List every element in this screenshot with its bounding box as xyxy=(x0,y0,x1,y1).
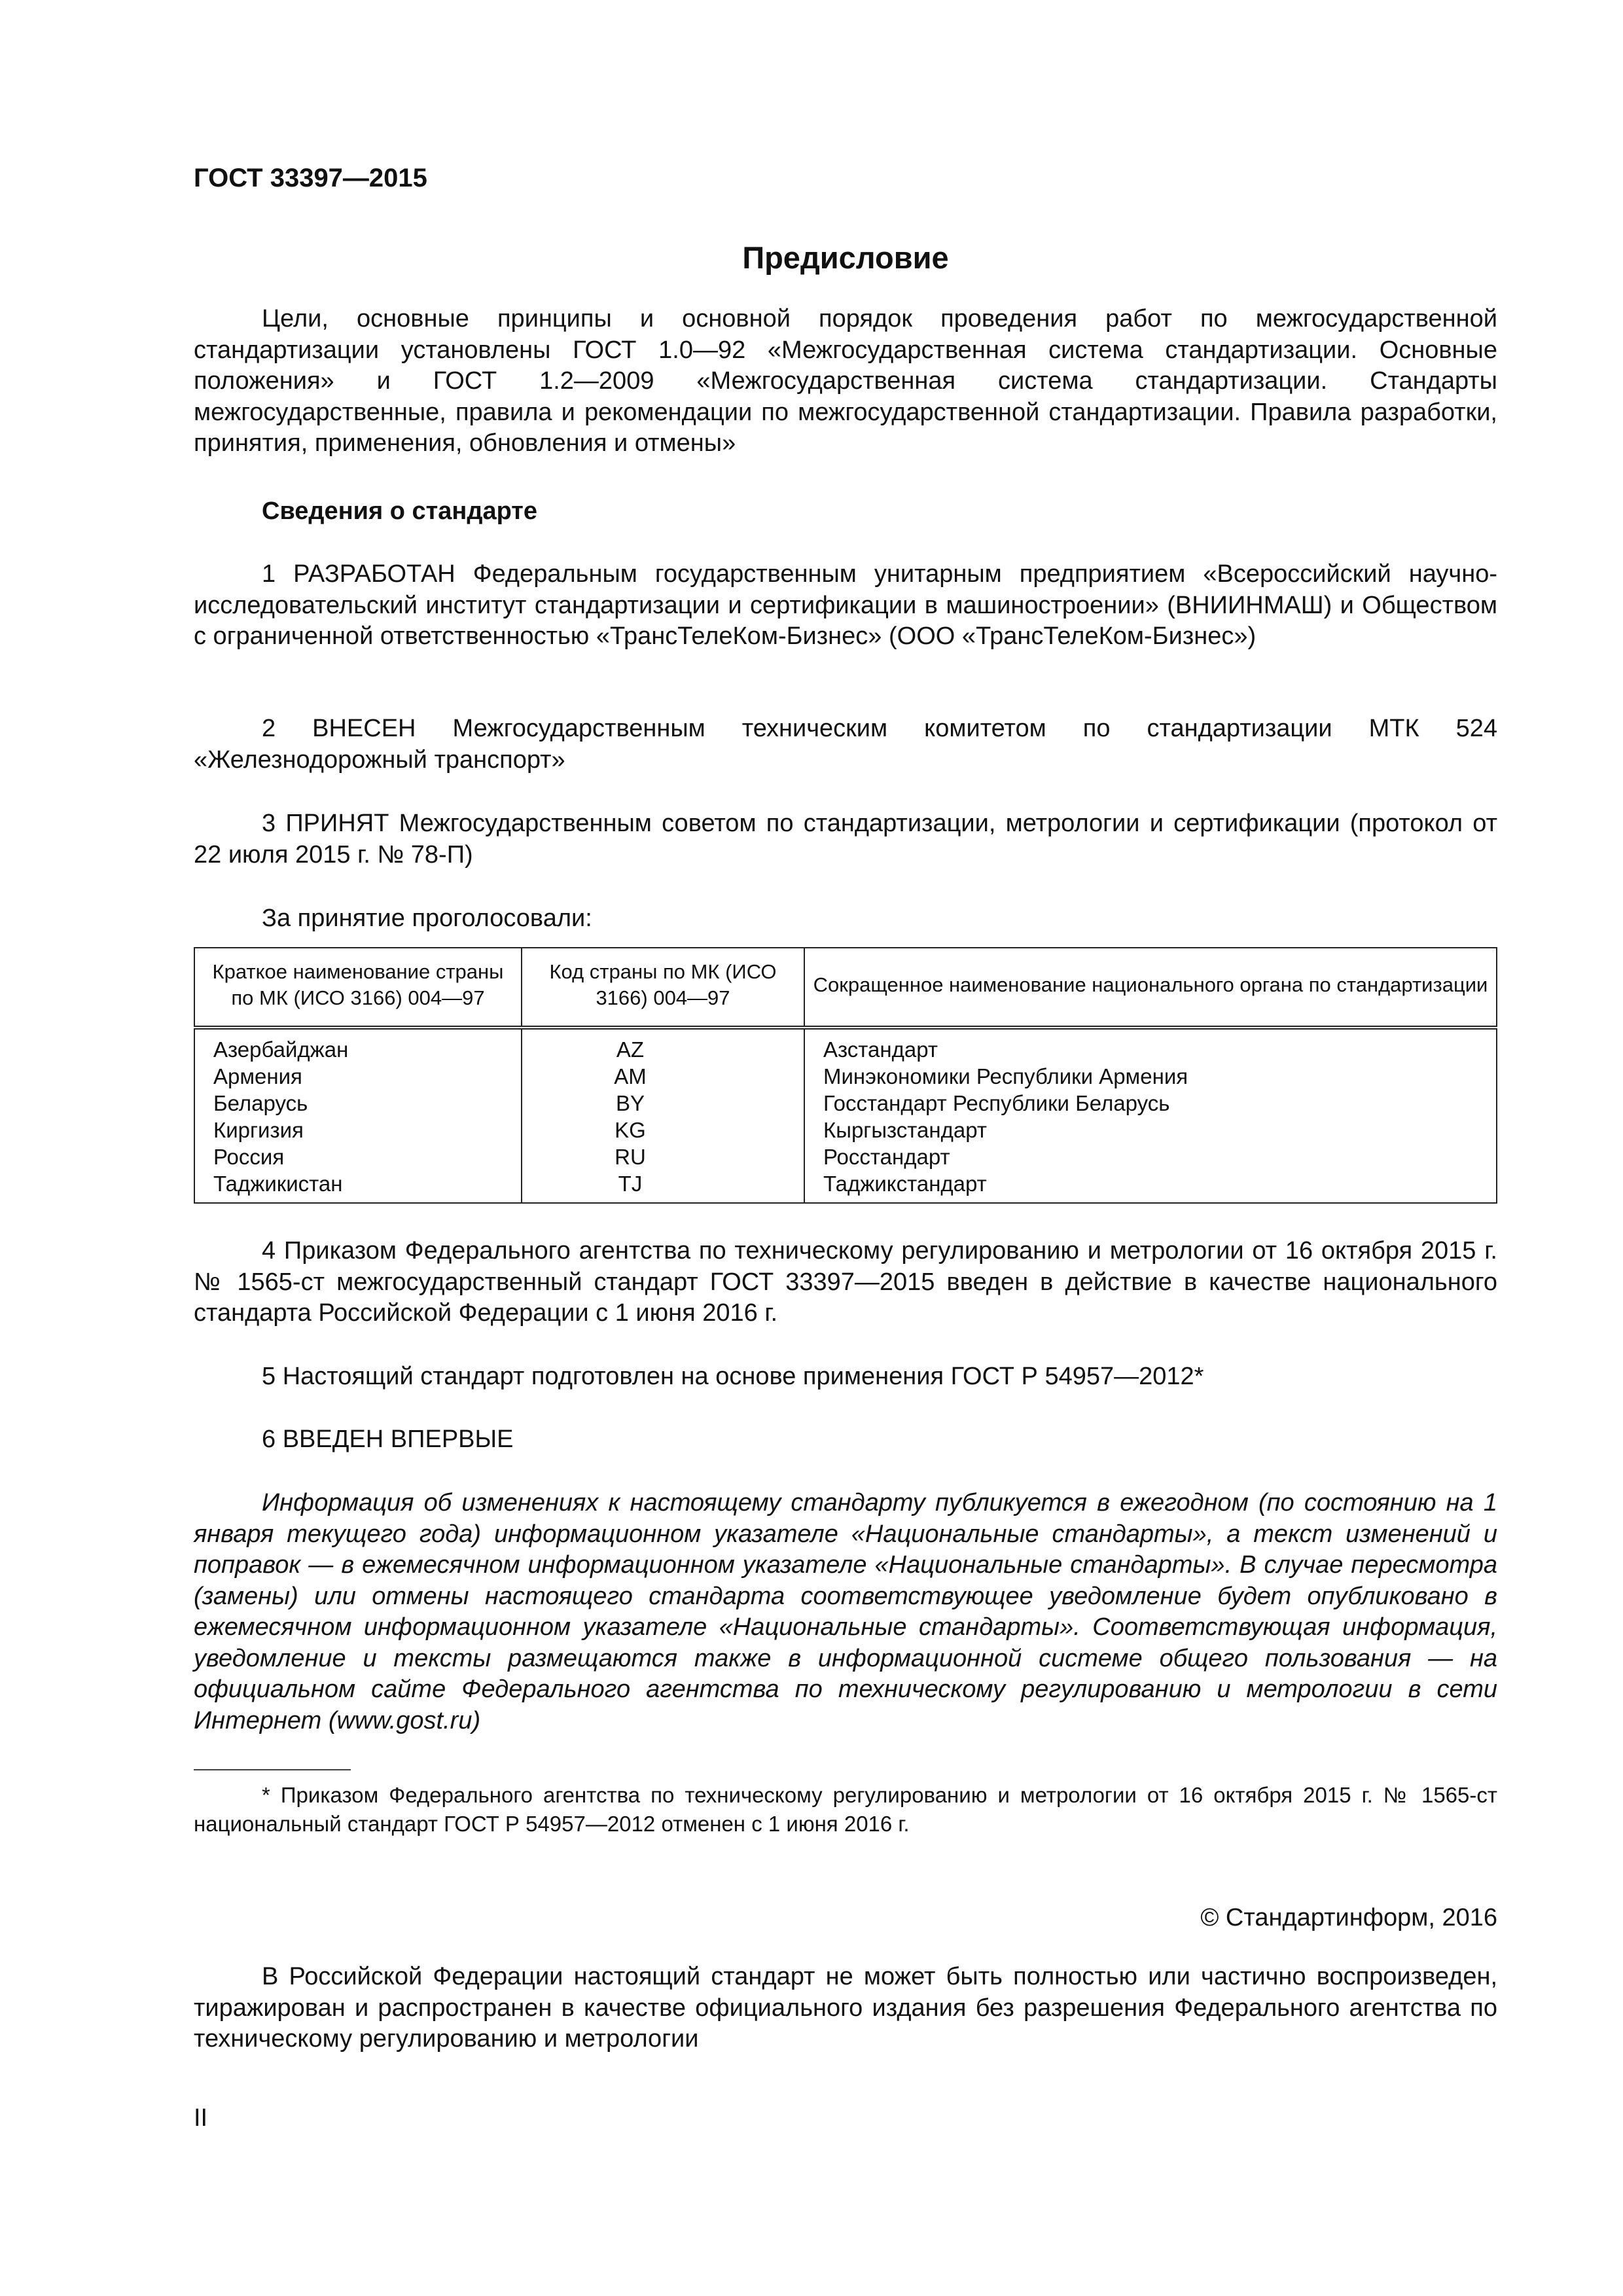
rights-notice: В Российской Федерации настоящий стандарт не может быть полностью или частично воспроизведен, тиражирован и распространен в качестве официального издания без разрешения Федерального агентства по техническому регулированию и метрологии xyxy=(194,1963,1497,2053)
page-number: II xyxy=(194,2104,208,2132)
footnote-divider xyxy=(194,1769,351,1770)
country-code: RU xyxy=(615,1145,646,1169)
table-header-row xyxy=(194,948,1497,1028)
footnote: * Приказом Федерального агентства по техническому регулированию и метрологии от 16 октября 2015 г. № 1565-ст национальный стандарт ГОСТ Р 54957—2012 отменен с 1 июня 2016 г. xyxy=(194,1783,1497,1836)
standards-body: Минэкономики Республики Армения xyxy=(823,1064,1188,1088)
intro-paragraph: Цели, основные принципы и основной порядок проведения работ по межгосударственной стандартизации установлены ГОСТ 1.0—92 «Межгосударственная система стандартизации. Основные положения» и ГОСТ 1.2—2009 «Межгосударственная система стандартизации. Стандарты межгосударственные, правила и рекомендации по межгосударственной стандартизации. Правила разработки, принятия, применения, обновления и отмены» xyxy=(194,305,1497,457)
info-notice: Информация об изменениях к настоящему стандарту публикуется в ежегодном (по состоянию на 1 января текущего года) информационном указателе «Национальные стандарты», а текст изменений и поправок — в ежемесячном информационном указателе «Национальные стандарты». В случае пересмотра (замены) или отмены настоящего стандарта соответствующее уведомление будет опубликовано в ежемесячном информационном указателе «Национальные стандарты». Соответствующая информация, уведомление и тексты размещаются также в информационной системе общего пользования — на официальном сайте Федерального агентства по техническому регулированию и метрологии в сети Интернет (www.gost.ru) xyxy=(194,1489,1497,1734)
page-title: Предисловие xyxy=(742,240,949,275)
subheading: Сведения о стандарте xyxy=(262,497,538,525)
copyright-notice: © Стандартинформ, 2016 xyxy=(1200,1904,1497,1931)
item-1-paragraph: 1 РАЗРАБОТАН Федеральным государственным унитарным предприятием «Всероссийский научно-исследовательский институт стандартизации и сертификации в машиностроении» (ВНИИНМАШ) и Обществом с ограниченной ответственностью «ТрансТелеКом-Бизнес» (ООО «ТрансТелеКом-Бизнес») xyxy=(194,560,1497,650)
body-column xyxy=(804,1028,1497,1203)
country-code: BY xyxy=(615,1091,645,1115)
standards-body: Госстандарт Республики Беларусь xyxy=(823,1091,1170,1115)
item-2-paragraph: 2 ВНЕСЕН Межгосударственным техническим комитетом по стандартизации МТК 524 «Железнодорожный транспорт» xyxy=(194,715,1497,774)
item-3-paragraph: 3 ПРИНЯТ Межгосударственным советом по стандартизации, метрологии и сертификации (протокол от 22 июля 2015 г. № 78-П) xyxy=(194,810,1497,869)
column-header-code: Код страны по МК (ИСО 3166) 004—97 xyxy=(522,948,804,1028)
item-6-paragraph: 6 ВВЕДЕН ВПЕРВЫЕ xyxy=(262,1426,514,1453)
country-code: AZ xyxy=(616,1037,645,1062)
document-header: ГОСТ 33397—2015 xyxy=(194,164,427,192)
country-code: TJ xyxy=(618,1172,643,1196)
country-column xyxy=(194,1028,522,1203)
item-5-paragraph: 5 Настоящий стандарт подготовлен на основе применения ГОСТ Р 54957—2012* xyxy=(262,1363,1204,1390)
country-name: Беларусь xyxy=(213,1091,308,1115)
country-code: KG xyxy=(615,1118,646,1142)
code-column xyxy=(522,1028,804,1203)
country-name: Таджикистан xyxy=(213,1172,343,1196)
vote-label: За принятие проголосовали: xyxy=(262,905,592,932)
voting-table xyxy=(194,947,1497,1204)
table-row xyxy=(194,1028,1497,1203)
item-4-paragraph: 4 Приказом Федерального агентства по техническому регулированию и метрологии от 16 октября 2015 г. № 1565-ст межгосударственный стандарт ГОСТ 33397—2015 введен в действие в качестве национального стандарта Российской Федерации с 1 июня 2016 г. xyxy=(194,1237,1497,1327)
country-name: Армения xyxy=(213,1064,302,1088)
standards-body: Азстандарт xyxy=(823,1037,938,1062)
standards-body: Таджикстандарт xyxy=(823,1172,987,1196)
column-header-country: Краткое наименование страны по МК (ИСО 3166) 004—97 xyxy=(194,948,522,1028)
standards-body: Росстандарт xyxy=(823,1145,950,1169)
column-header-body: Сокращенное наименование национального органа по стандартизации xyxy=(804,948,1497,1028)
country-name: Азербайджан xyxy=(213,1037,349,1062)
standards-body: Кыргызстандарт xyxy=(823,1118,987,1142)
country-code: AM xyxy=(614,1064,647,1088)
country-name: Россия xyxy=(213,1145,285,1169)
country-name: Киргизия xyxy=(213,1118,304,1142)
